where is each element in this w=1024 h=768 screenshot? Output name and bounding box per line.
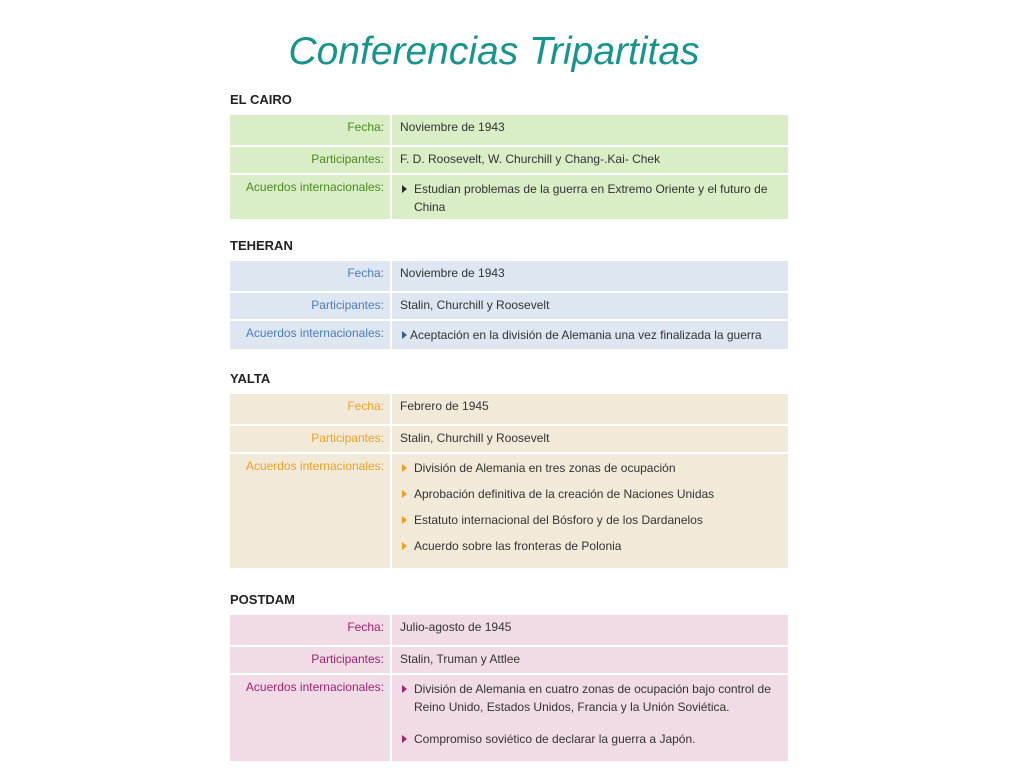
- fecha-value: Julio-agosto de 1945: [390, 615, 788, 645]
- fecha-row: [230, 392, 788, 424]
- participantes-value: Stalin, Churchill y Roosevelt: [390, 426, 788, 452]
- participantes-label: Participantes:: [230, 647, 390, 673]
- acuerdo-item: Compromiso soviético de declarar la guerra a Japón.: [400, 730, 788, 748]
- page-title: Conferencias Tripartitas: [288, 30, 700, 73]
- participantes-label: Participantes:: [230, 147, 390, 173]
- conference-teheran: [230, 237, 788, 349]
- acuerdos-row: [230, 673, 788, 761]
- acuerdo-item: Estatuto internacional del Bósforo y de los Dardanelos: [400, 511, 788, 529]
- acuerdo-item: Acuerdo sobre las fronteras de Polonia: [400, 537, 788, 555]
- conference-title: YALTA: [230, 371, 271, 386]
- acuerdos-label: Acuerdos internacionales:: [230, 321, 390, 349]
- conference-cairo: [230, 91, 788, 219]
- participantes-label: Participantes:: [230, 293, 390, 319]
- participantes-value: Stalin, Truman y Attlee: [390, 647, 788, 673]
- participantes-row: [230, 645, 788, 673]
- fecha-label: Fecha:: [230, 615, 390, 645]
- fecha-row: [230, 259, 788, 291]
- fecha-label: Fecha:: [230, 261, 390, 291]
- acuerdos-value: [390, 454, 788, 568]
- conference-title: POSTDAM: [230, 592, 295, 607]
- acuerdo-item: División de Alemania en tres zonas de ocupación: [400, 459, 788, 477]
- conference-title: EL CAIRO: [230, 92, 292, 107]
- fecha-label: Fecha:: [230, 394, 390, 424]
- conference-postdam: [230, 591, 788, 761]
- fecha-row: [230, 113, 788, 145]
- fecha-label: Fecha:: [230, 115, 390, 145]
- fecha-value: Febrero de 1945: [390, 394, 788, 424]
- conference-title: TEHERAN: [230, 238, 293, 253]
- participantes-row: [230, 424, 788, 452]
- acuerdos-row: [230, 319, 788, 349]
- acuerdo-item: Aceptación en la división de Alemania una vez finalizada la guerra: [400, 326, 788, 344]
- fecha-row: [230, 613, 788, 645]
- acuerdos-value: [390, 175, 788, 219]
- acuerdo-item: Estudian problemas de la guerra en Extremo Oriente y el futuro de China: [400, 180, 788, 216]
- acuerdo-item: División de Alemania en cuatro zonas de ocupación bajo control de Reino Unido, Estados Unidos, Francia y la Unión Soviética.: [400, 680, 788, 716]
- participantes-row: [230, 291, 788, 319]
- acuerdos-label: Acuerdos internacionales:: [230, 454, 390, 568]
- acuerdos-value: [390, 321, 788, 349]
- acuerdos-row: [230, 173, 788, 219]
- participantes-label: Participantes:: [230, 426, 390, 452]
- acuerdos-label: Acuerdos internacionales:: [230, 175, 390, 219]
- acuerdos-value: [390, 675, 788, 761]
- fecha-value: Noviembre de 1943: [390, 115, 788, 145]
- acuerdo-item: Aprobación definitiva de la creación de Naciones Unidas: [400, 485, 788, 503]
- conference-yalta: [230, 370, 788, 568]
- participantes-value: Stalin, Churchill y Roosevelt: [390, 293, 788, 319]
- participantes-value: F. D. Roosevelt, W. Churchill y Chang-.Kai- Chek: [390, 147, 788, 173]
- fecha-value: Noviembre de 1943: [390, 261, 788, 291]
- acuerdos-row: [230, 452, 788, 568]
- participantes-row: [230, 145, 788, 173]
- acuerdos-label: Acuerdos internacionales:: [230, 675, 390, 761]
